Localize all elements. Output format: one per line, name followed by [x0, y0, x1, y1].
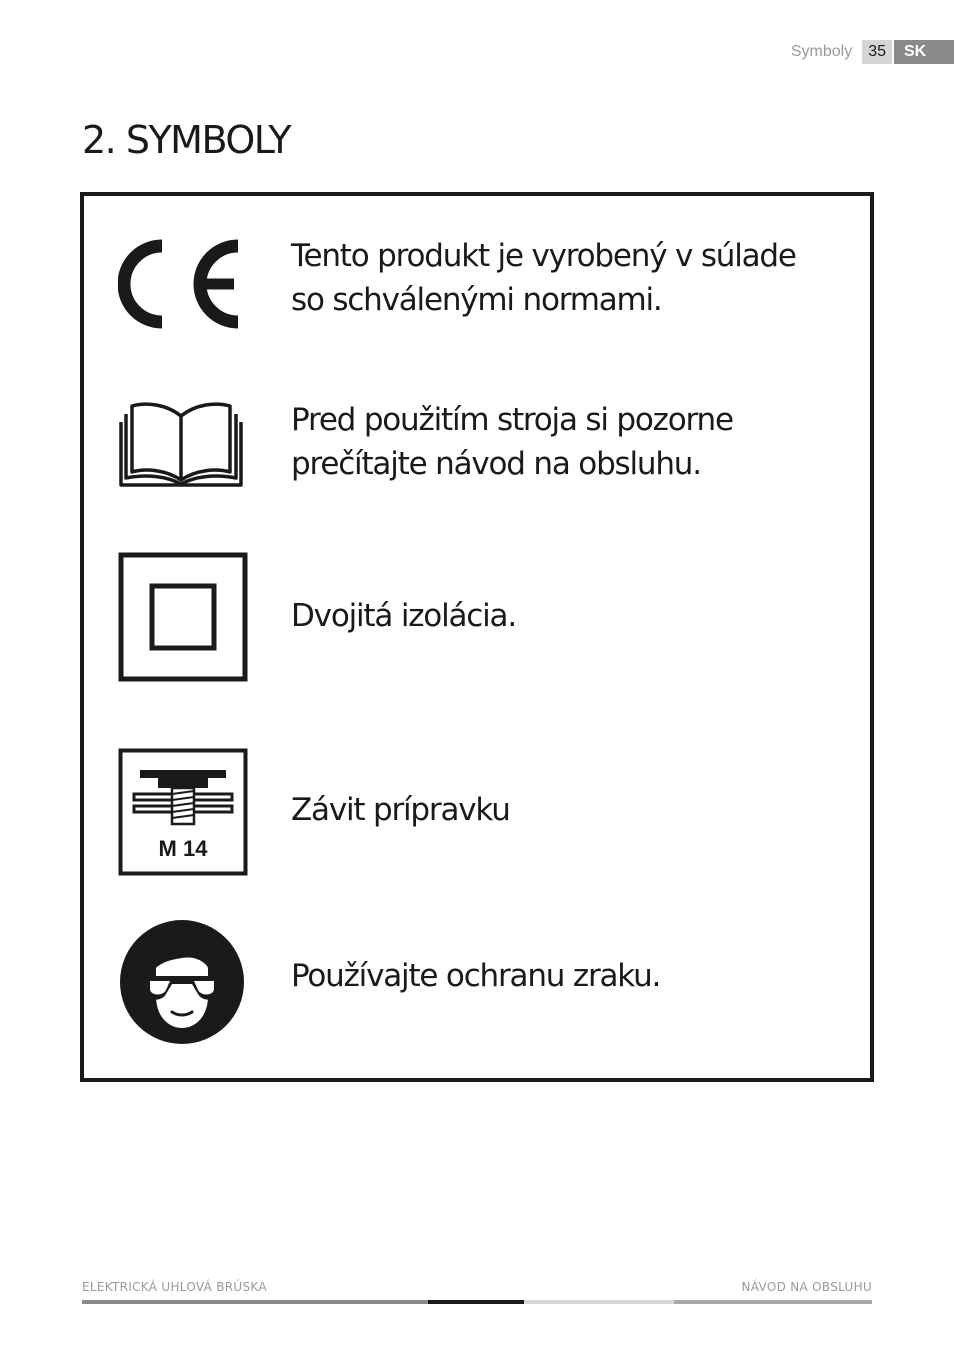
header-page-number: 35 — [862, 40, 892, 64]
symbol-text-line: so schválenými normami. — [291, 282, 662, 318]
symbol-text-insulation — [291, 594, 516, 638]
symbol-text-line: Tento produkt je vyrobený v súlade — [291, 238, 796, 274]
symbol-text-line: Dvojitá izolácia. — [291, 598, 516, 634]
symbol-row-insulation — [84, 552, 870, 682]
header-language-badge: SK — [894, 40, 954, 64]
ce-mark-icon — [118, 238, 242, 330]
symbol-text-line: Pred použitím stroja si pozorne — [291, 402, 733, 438]
page-title: 2. SYMBOLY — [82, 118, 291, 162]
symbol-row-ce — [84, 232, 870, 342]
eye-protection-icon — [118, 918, 246, 1046]
symbol-text-line: prečítajte návod na obsluhu. — [291, 446, 701, 482]
symbol-text-eye-protection — [291, 954, 660, 998]
footer-rule-segment — [82, 1300, 428, 1304]
symbol-row-manual — [84, 396, 870, 506]
symbol-text-line: Závit prípravku — [291, 792, 510, 828]
double-insulation-icon — [118, 552, 248, 682]
symbol-text-ce — [291, 234, 796, 322]
footer-product-name: ELEKTRICKÁ UHLOVÁ BRÚSKA — [82, 1280, 267, 1294]
symbols-table — [80, 192, 874, 1082]
footer-document-type: NÁVOD NA OBSLUHU — [741, 1280, 872, 1294]
symbol-text-thread — [291, 788, 510, 832]
header-section-label: Symboly — [790, 43, 853, 60]
open-book-icon — [118, 398, 244, 488]
symbol-row-eye-protection — [84, 918, 870, 1048]
symbol-text-line: Používajte ochranu zraku. — [291, 958, 661, 994]
page-header-tab — [791, 40, 954, 64]
footer-rule-segment — [524, 1300, 674, 1304]
thread-size-label: M 14 — [158, 836, 208, 861]
symbol-row-thread — [84, 748, 870, 878]
spindle-thread-icon — [118, 748, 248, 876]
footer-rule-segment — [428, 1300, 524, 1304]
footer-rule-segment — [674, 1300, 872, 1304]
symbol-text-manual — [291, 398, 733, 486]
